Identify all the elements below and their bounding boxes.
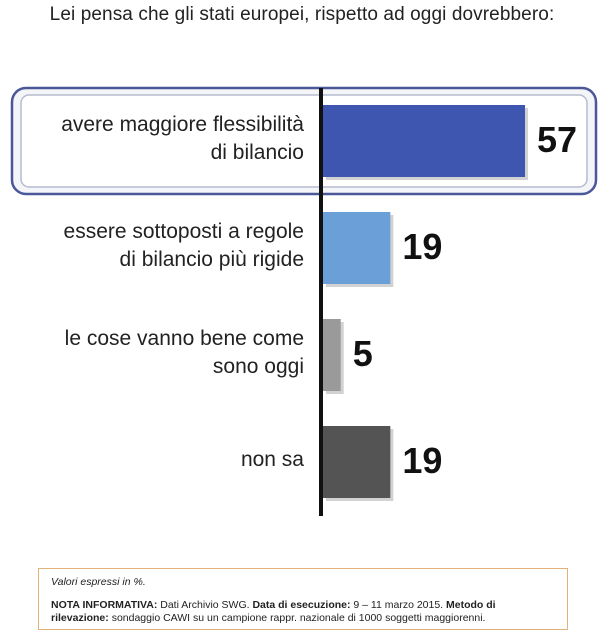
info-note (38, 568, 568, 630)
category-label (64, 218, 304, 274)
bar (323, 105, 525, 177)
category-label-line: avere maggiore flessibilità (61, 113, 304, 136)
note-label-date: Data di esecuzione: (252, 599, 351, 611)
bar (323, 319, 341, 391)
note-text-date: 9 – 11 marzo 2015. (350, 599, 447, 611)
category-label (241, 446, 304, 474)
value-label: 5 (352, 333, 373, 374)
value-label: 19 (402, 226, 443, 267)
category-label-line: essere sottoposti a regole (63, 220, 304, 243)
bar (323, 212, 390, 284)
category-label-line: le cose vanno bene come (64, 327, 304, 350)
methodology-note (51, 599, 555, 625)
note-label-informativa: NOTA INFORMATIVA: (51, 599, 158, 611)
note-label-method: Metodo di rilevazione: (51, 599, 496, 624)
category-label-line: di bilancio più rigide (119, 248, 304, 271)
value-label: 57 (537, 119, 578, 160)
category-label (61, 111, 304, 167)
chart-title: Lei pensa che gli stati europei, rispetto ad oggi dovrebbero: (49, 4, 555, 25)
category-label (65, 325, 304, 381)
note-text-method: sondaggio CAWI su un campione rappr. nazionale di 1000 soggetti maggiorenni. (108, 612, 486, 624)
category-label-line: non sa (240, 448, 304, 471)
note-text-source: Dati Archivio SWG. (157, 599, 253, 611)
value-label: 19 (402, 440, 443, 481)
bar (323, 426, 390, 498)
category-label-line: di bilancio (210, 141, 304, 164)
units-note: Valori espressi in %. (51, 576, 146, 588)
category-label-line: sono oggi (212, 355, 304, 378)
